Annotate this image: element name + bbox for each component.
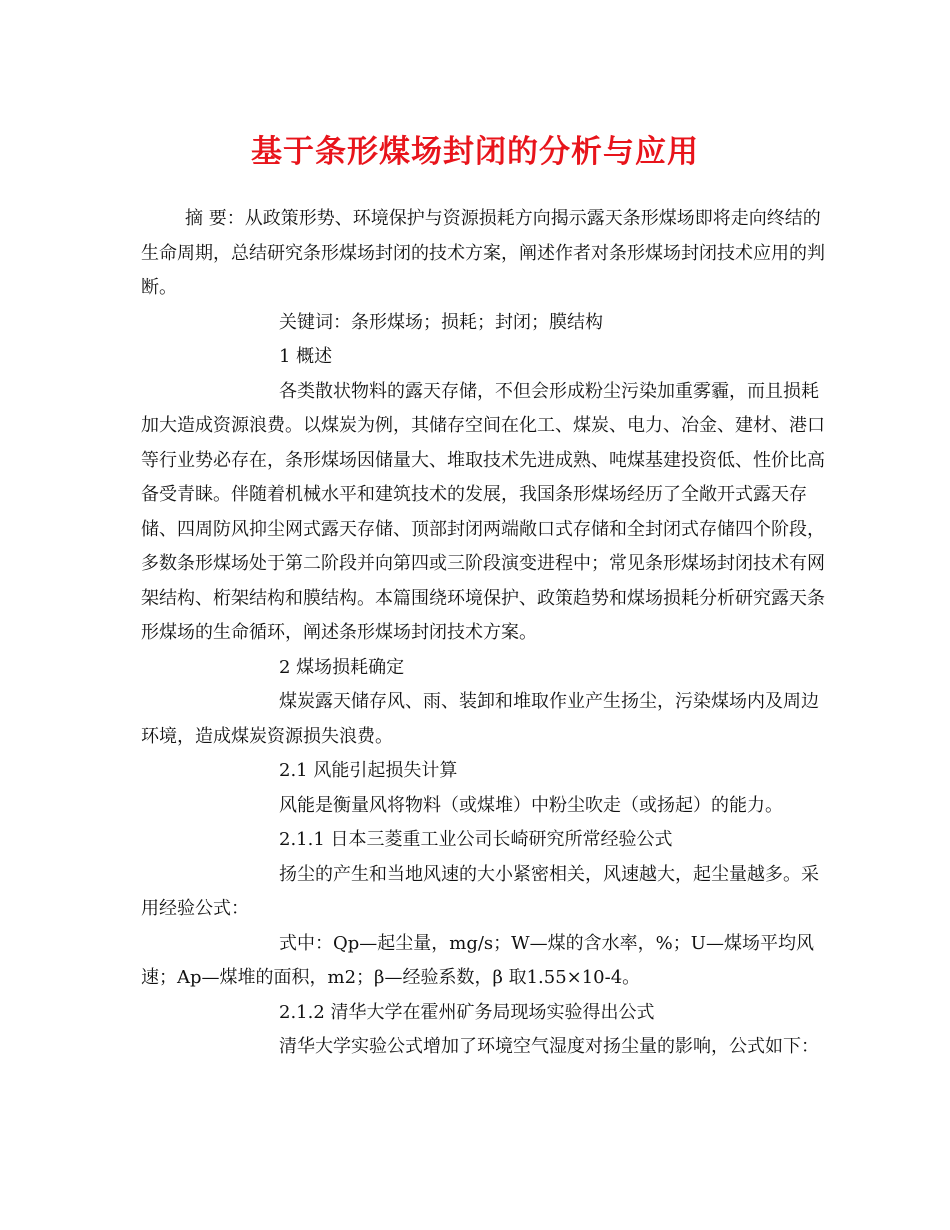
section-heading-2-1: 2.1 风能引起损失计算 (279, 760, 458, 781)
section-heading-2-1-2: 2.1.2 清华大学在霍州矿务局现场实验得出公式 (279, 1001, 655, 1023)
section-heading-1: 1 概述 (279, 346, 333, 367)
page-title: 基于条形煤场封闭的分析与应用 (251, 134, 699, 170)
abstract-paragraph: 摘 要：从政策形势、环境保护与资源损耗方向揭示露天条形煤场即将走向终结的生命周期，总结研究条形煤场封闭的技术方案，阐述作者对条形煤场封闭技术应用的判断。 (141, 208, 825, 298)
formula-explanation: 式中：Qp—起尘量，mg/s；W—煤的含水率，%；U—煤场平均风速；Ap—煤堆的面积，m2；β—经验系数，β 取1.55×10-4。 (141, 932, 814, 988)
body-paragraph: 扬尘的产生和当地风速的大小紧密相关，风速越大，起尘量越多。采用经验公式： (141, 863, 819, 919)
section-heading-2-1-1: 2.1.1 日本三菱重工业公司长崎研究所常经验公式 (279, 829, 673, 850)
document-body (141, 202, 831, 1065)
body-paragraph: 清华大学实验公式增加了环境空气湿度对扬尘量的影响，公式如下： (279, 1036, 819, 1057)
keywords-line: 关键词：条形煤场；损耗；封闭；膜结构 (279, 311, 603, 333)
body-paragraph: 煤炭露天储存风、雨、装卸和堆取作业产生扬尘，污染煤场内及周边环境，造成煤炭资源损失浪费。 (141, 691, 819, 747)
section-heading-2: 2 煤场损耗确定 (279, 656, 405, 678)
body-paragraph: 各类散状物料的露天存储，不但会形成粉尘污染加重雾霾，而且损耗加大造成资源浪费。以煤炭为例，其储存空间在化工、煤炭、电力、冶金、建材、港口等行业势必存在，条形煤场因储量大、堆取技术先进成熟、吨煤基建投资低、性价比高备受青睐。伴随着机械水平和建筑技术的发展，我国条形煤场经历了全敞开式露天存储、四周防风抑尘网式露天存储、顶部封闭两端敞口式存储和全封闭式存储四个阶段，多数条形煤场处于第二阶段并向第四或三阶段演变进程中；常见条形煤场封闭技术有网架结构、桁架结构和膜结构。本篇围绕环境保护、政策趋势和煤场损耗分析研究露天条形煤场的生命循环，阐述条形煤场封闭技术方案。 (141, 380, 825, 643)
body-paragraph: 风能是衡量风将物料（或煤堆）中粉尘吹走（或扬起）的能力。 (279, 794, 783, 816)
